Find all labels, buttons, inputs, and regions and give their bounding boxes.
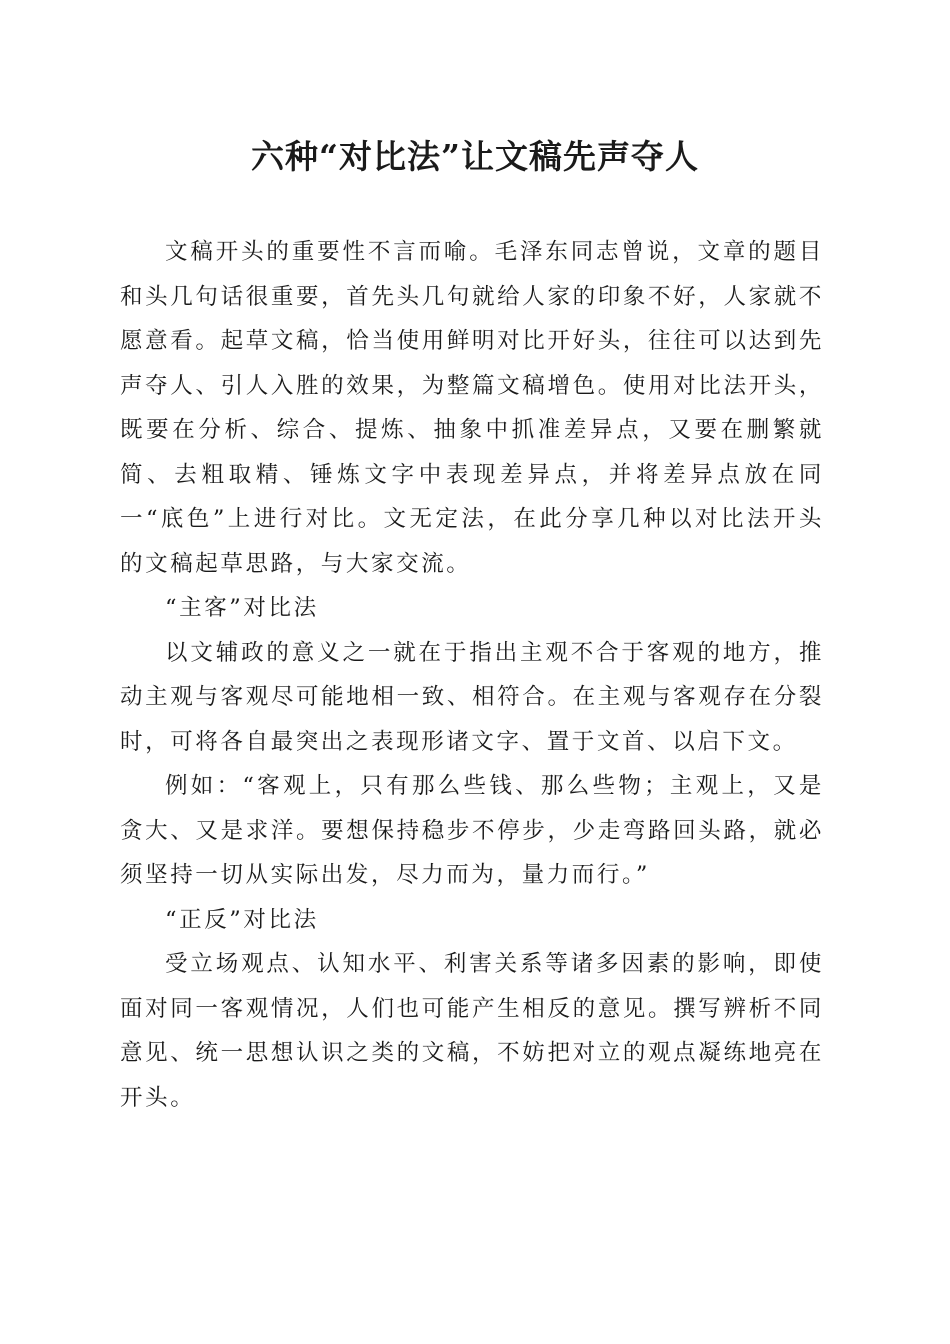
intro-paragraph: 文稿开头的重要性不言而喻。毛泽东同志曾说，文章的题目和头几句话很重要，首先头几句就给人家的印象不好，人家就不愿意看。起草文稿，恰当使用鲜明对比开好头，往往可以达到先声夺人、引人入胜的效果，为整篇文稿增色。使用对比法开头，既要在分析、综合、提炼、抽象中抓准差异点，又要在删繁就简、去粗取精、锤炼文字中表现差异点，并将差异点放在同一“底色”上进行对比。文无定法，在此分享几种以对比法开头的文稿起草思路，与大家交流。 bbox=[120, 239, 824, 577]
section-paragraph: 以文辅政的意义之一就在于指出主观不合于客观的地方，推动主观与客观尽可能地相一致、相符合。在主观与客观存在分裂时，可将各自最突出之表现形诸文字、置于文首、以启下文。 bbox=[120, 639, 824, 755]
section-heading-subject-object: “主客”对比法 bbox=[165, 595, 319, 621]
section-paragraph: 受立场观点、认知水平、利害关系等诸多因素的影响，即使面对同一客观情况，人们也可能产生相反的意见。撰写辨析不同意见、统一思想认识之类的文稿，不妨把对立的观点凝练地亮在开头。 bbox=[120, 951, 824, 1111]
example-paragraph: 例如：“客观上，只有那么些钱、那么些物；主观上，又是贪大、又是求洋。要想保持稳步不停步，少走弯路回头路，就必须坚持一切从实际出发，尽力而为，量力而行。” bbox=[120, 773, 824, 888]
section-heading-positive-negative: “正反”对比法 bbox=[165, 906, 319, 933]
document-body bbox=[120, 230, 824, 1120]
document-title: 六种“对比法”让文稿先声夺人 bbox=[251, 137, 699, 176]
